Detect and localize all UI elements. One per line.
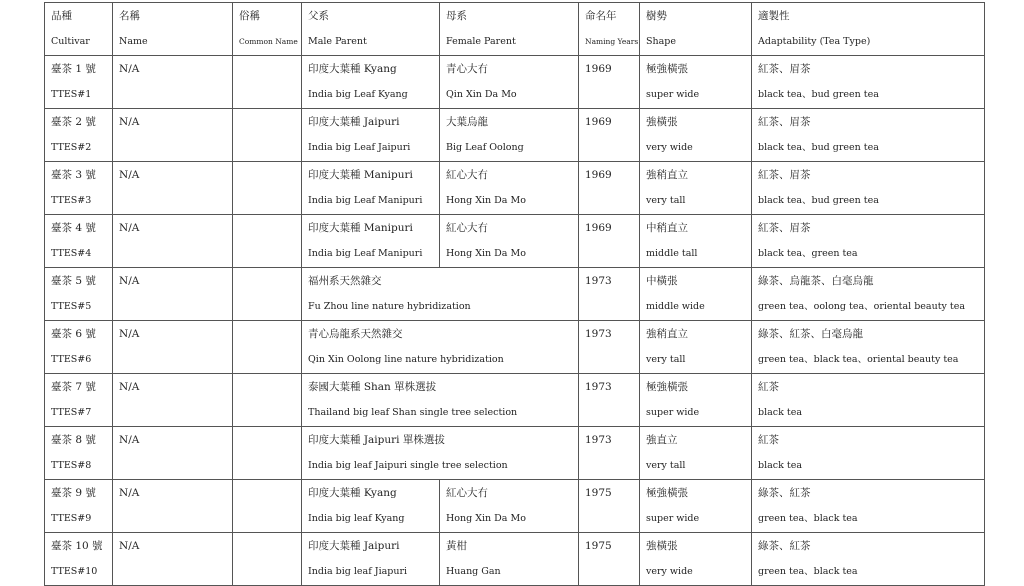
cell-shape: 強橫張 very wide: [640, 533, 752, 586]
cell-adaptability: 綠茶、烏龍茶、白毫烏龍 green tea、oolong tea、oriental beauty tea: [752, 268, 985, 321]
cell-common-name: [233, 109, 302, 162]
cell-name: N/A: [113, 427, 233, 480]
cell-name: N/A: [113, 480, 233, 533]
cell-female-parent: 黃柑 Huang Gan: [440, 533, 579, 586]
cell-adaptability: 綠茶、紅茶 green tea、black tea: [752, 533, 985, 586]
cell-naming-year: 1973: [579, 427, 640, 480]
cell-name: N/A: [113, 374, 233, 427]
cell-common-name: [233, 374, 302, 427]
cell-cultivar: 臺茶 1 號 TTES#1: [45, 56, 113, 109]
cell-male-parent: 印度大葉種 Jaipuri India big Leaf Jaipuri: [302, 109, 440, 162]
cell-cultivar: 臺茶 4 號 TTES#4: [45, 215, 113, 268]
cell-cultivar: 臺茶 5 號 TTES#5: [45, 268, 113, 321]
table-row: [45, 215, 985, 268]
cell-shape: 強稍直立 very tall: [640, 321, 752, 374]
cell-female-parent: 大葉烏龍 Big Leaf Oolong: [440, 109, 579, 162]
cell-name: N/A: [113, 321, 233, 374]
cell-naming-year: 1969: [579, 109, 640, 162]
cell-adaptability: 紅茶、眉茶 black tea、bud green tea: [752, 109, 985, 162]
cell-shape: 強橫張 very wide: [640, 109, 752, 162]
cell-common-name: [233, 321, 302, 374]
cell-name: N/A: [113, 268, 233, 321]
cell-cultivar: 臺茶 7 號 TTES#7: [45, 374, 113, 427]
cell-parentage: 青心烏龍系天然雜交 Qin Xin Oolong line nature hybridization: [302, 321, 579, 374]
cell-name: N/A: [113, 56, 233, 109]
cell-shape: 中稍直立 middle tall: [640, 215, 752, 268]
header-male-parent: 父系 Male Parent: [302, 3, 440, 56]
cell-male-parent: 印度大葉種 Kyang India big leaf Kyang: [302, 480, 440, 533]
header-adaptability: 適製性 Adaptability (Tea Type): [752, 3, 985, 56]
header-name: 名稱 Name: [113, 3, 233, 56]
cell-parentage: 印度大葉種 Jaipuri 單株選拔 India big leaf Jaipuri single tree selection: [302, 427, 579, 480]
cell-parentage: 福州系天然雜交 Fu Zhou line nature hybridization: [302, 268, 579, 321]
table-row: [45, 109, 985, 162]
cell-shape: 強稍直立 very tall: [640, 162, 752, 215]
cell-naming-year: 1973: [579, 321, 640, 374]
cell-cultivar: 臺茶 10 號 TTES#10: [45, 533, 113, 586]
cell-common-name: [233, 268, 302, 321]
cell-naming-year: 1975: [579, 533, 640, 586]
cell-shape: 中橫張 middle wide: [640, 268, 752, 321]
cell-adaptability: 綠茶、紅茶 green tea、black tea: [752, 480, 985, 533]
cell-naming-year: 1973: [579, 268, 640, 321]
cell-name: N/A: [113, 215, 233, 268]
cell-adaptability: 紅茶、眉茶 black tea、bud green tea: [752, 162, 985, 215]
header-row: [45, 3, 985, 56]
header-shape: 樹勢 Shape: [640, 3, 752, 56]
table-row: [45, 268, 985, 321]
cell-common-name: [233, 533, 302, 586]
cell-naming-year: 1973: [579, 374, 640, 427]
header-cultivar: 品種 Cultivar: [45, 3, 113, 56]
cell-shape: 極強橫張 super wide: [640, 56, 752, 109]
table-row: [45, 427, 985, 480]
cell-female-parent: 紅心大冇 Hong Xin Da Mo: [440, 215, 579, 268]
cell-name: N/A: [113, 533, 233, 586]
cell-shape: 極強橫張 super wide: [640, 480, 752, 533]
header-naming-years: 命名年 Naming Years: [579, 3, 640, 56]
cell-male-parent: 印度大葉種 Manipuri India big Leaf Manipuri: [302, 215, 440, 268]
cell-cultivar: 臺茶 8 號 TTES#8: [45, 427, 113, 480]
cell-common-name: [233, 427, 302, 480]
cell-female-parent: 紅心大冇 Hong Xin Da Mo: [440, 480, 579, 533]
cell-naming-year: 1969: [579, 162, 640, 215]
cell-shape: 極強橫張 super wide: [640, 374, 752, 427]
header-female-parent: 母系 Female Parent: [440, 3, 579, 56]
cell-male-parent: 印度大葉種 Manipuri India big Leaf Manipuri: [302, 162, 440, 215]
cell-male-parent: 印度大葉種 Kyang India big Leaf Kyang: [302, 56, 440, 109]
cultivar-table: [44, 2, 985, 586]
cell-adaptability: 紅茶 black tea: [752, 427, 985, 480]
cell-common-name: [233, 215, 302, 268]
cell-common-name: [233, 480, 302, 533]
cell-cultivar: 臺茶 9 號 TTES#9: [45, 480, 113, 533]
header-common-name: 俗稱 Common Name: [233, 3, 302, 56]
cell-naming-year: 1975: [579, 480, 640, 533]
table-row: [45, 162, 985, 215]
table-row: [45, 480, 985, 533]
cell-common-name: [233, 56, 302, 109]
table-row: [45, 56, 985, 109]
cell-female-parent: 青心大冇 Qin Xin Da Mo: [440, 56, 579, 109]
cell-adaptability: 紅茶 black tea: [752, 374, 985, 427]
cell-adaptability: 紅茶、眉茶 black tea、green tea: [752, 215, 985, 268]
cell-female-parent: 紅心大冇 Hong Xin Da Mo: [440, 162, 579, 215]
table-row: [45, 533, 985, 586]
cell-common-name: [233, 162, 302, 215]
table-row: [45, 374, 985, 427]
cell-name: N/A: [113, 162, 233, 215]
cell-cultivar: 臺茶 2 號 TTES#2: [45, 109, 113, 162]
cell-shape: 強直立 very tall: [640, 427, 752, 480]
cell-name: N/A: [113, 109, 233, 162]
cell-parentage: 泰國大葉種 Shan 單株選拔 Thailand big leaf Shan single tree selection: [302, 374, 579, 427]
table-row: [45, 321, 985, 374]
cell-cultivar: 臺茶 3 號 TTES#3: [45, 162, 113, 215]
cell-adaptability: 綠茶、紅茶、白毫烏龍 green tea、black tea、oriental beauty tea: [752, 321, 985, 374]
cell-cultivar: 臺茶 6 號 TTES#6: [45, 321, 113, 374]
cell-naming-year: 1969: [579, 215, 640, 268]
cell-adaptability: 紅茶、眉茶 black tea、bud green tea: [752, 56, 985, 109]
cell-naming-year: 1969: [579, 56, 640, 109]
cell-male-parent: 印度大葉種 Jaipuri India big leaf Jiapuri: [302, 533, 440, 586]
